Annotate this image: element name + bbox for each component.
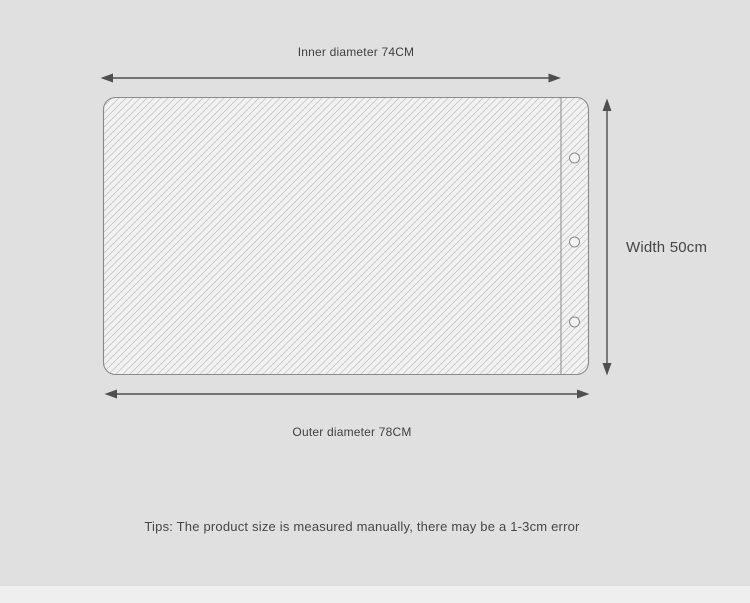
binding-hole xyxy=(570,153,580,163)
tips-text: Tips: The product size is measured manually, there may be a 1-3cm error xyxy=(144,519,580,534)
width-label: Width 50cm xyxy=(626,239,708,256)
inner-diameter-arrow xyxy=(101,74,562,83)
outer-diameter-arrow xyxy=(105,390,590,399)
outer-diameter-label: Outer diameter 78CM xyxy=(292,425,412,439)
width-arrow xyxy=(603,99,612,376)
footer-strip xyxy=(0,586,750,603)
binding-hole xyxy=(570,237,580,247)
binding-hole xyxy=(570,317,580,327)
inner-diameter-label: Inner diameter 74CM xyxy=(297,45,415,59)
hatch-pattern xyxy=(104,98,589,375)
